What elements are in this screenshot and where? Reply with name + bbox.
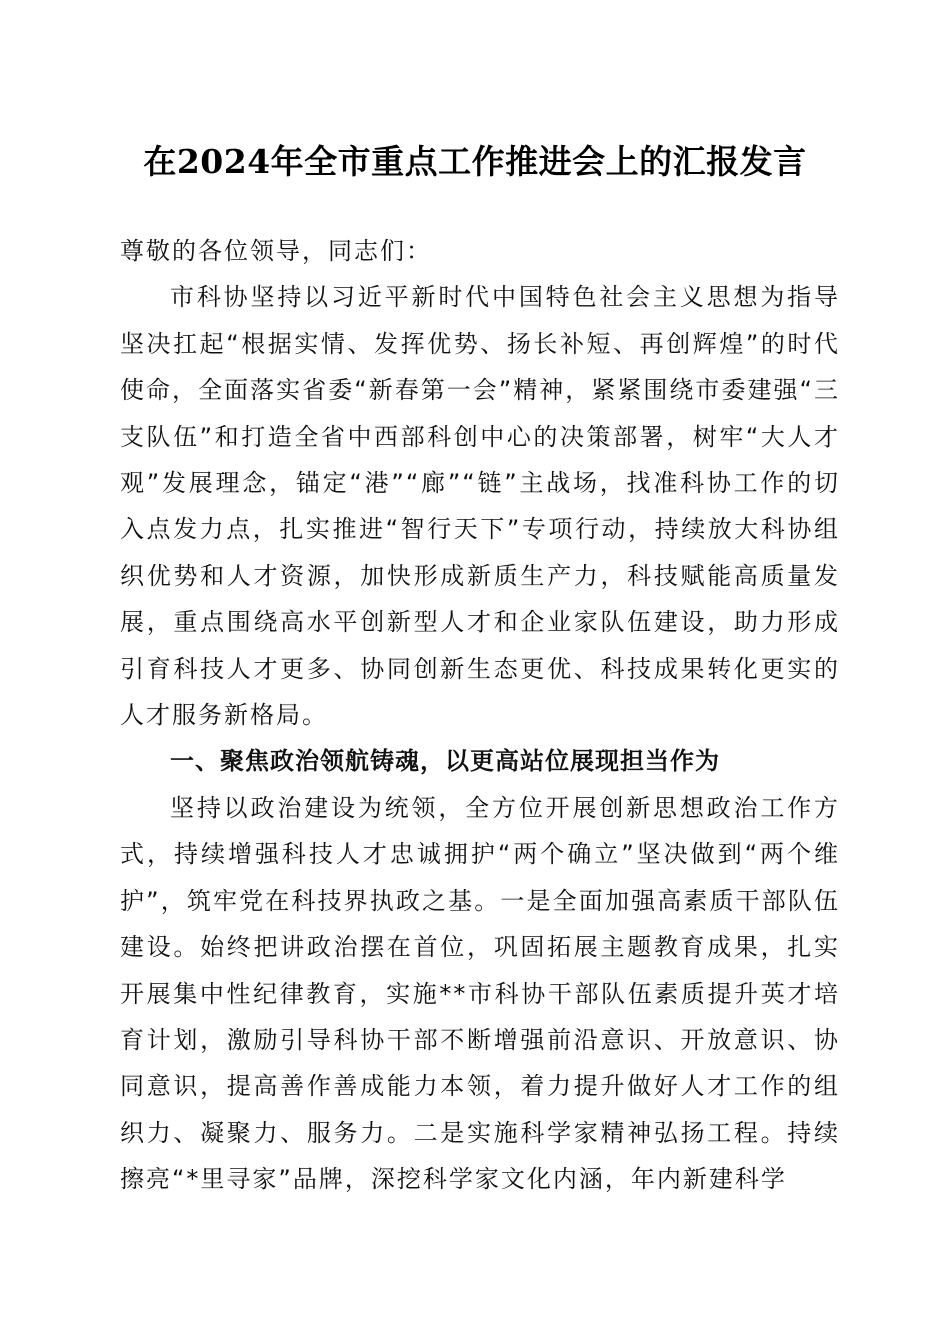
document-body xyxy=(120,228,840,1203)
section-paragraph: 坚持以政治建设为统领，全方位开展创新思想政治工作方式，持续增强科技人才忠诚拥护“两个确立”坚决做到“两个维护”，筑牢党在科技界执政之基。一是全面加强高素质干部队伍建设。始终把讲政治摆在首位，巩固拓展主题教育成果，扎实开展集中性纪律教育，实施**市科协干部队伍素质提升英才培育计划，激励引导科协干部不断增强前沿意识、开放意识、协同意识，提高善作善成能力本领，着力提升做好人才工作的组织力、凝聚力、服务力。二是实施科学家精神弘扬工程。持续擦亮“*里寻家”品牌，深挖科学家文化内涵，年内新建科学 xyxy=(120,793,840,1194)
intro-paragraph: 市科协坚持以习近平新时代中国特色社会主义思想为指导坚决扛起“根据实情、发挥优势、扬长补短、再创辉煌”的时代使命，全面落实省委“新春第一会”精神，紧紧围绕市委建强“三支队伍”和打造全省中西部科创中心的决策部署，树牢“大人才观”发展理念，锚定“港”“廊”“链”主战场，找准科协工作的切入点发力点，扎实推进“智行天下”专项行动，持续放大科协组织优势和人才资源，加快形成新质生产力，科技赋能高质量发展，重点围绕高水平创新型人才和企业家队伍建设，助力形成引育科技人才更多、协同创新生态更优、科技成果转化更实的人才服务新格局。 xyxy=(120,283,840,730)
section-heading: 一、聚焦政治领航铸魂，以更高站位展现担当作为 xyxy=(170,747,720,776)
salutation: 尊敬的各位领导，同志们： xyxy=(120,237,432,265)
document-title: 在2024年全市重点工作推进会上的汇报发言 xyxy=(143,142,807,181)
